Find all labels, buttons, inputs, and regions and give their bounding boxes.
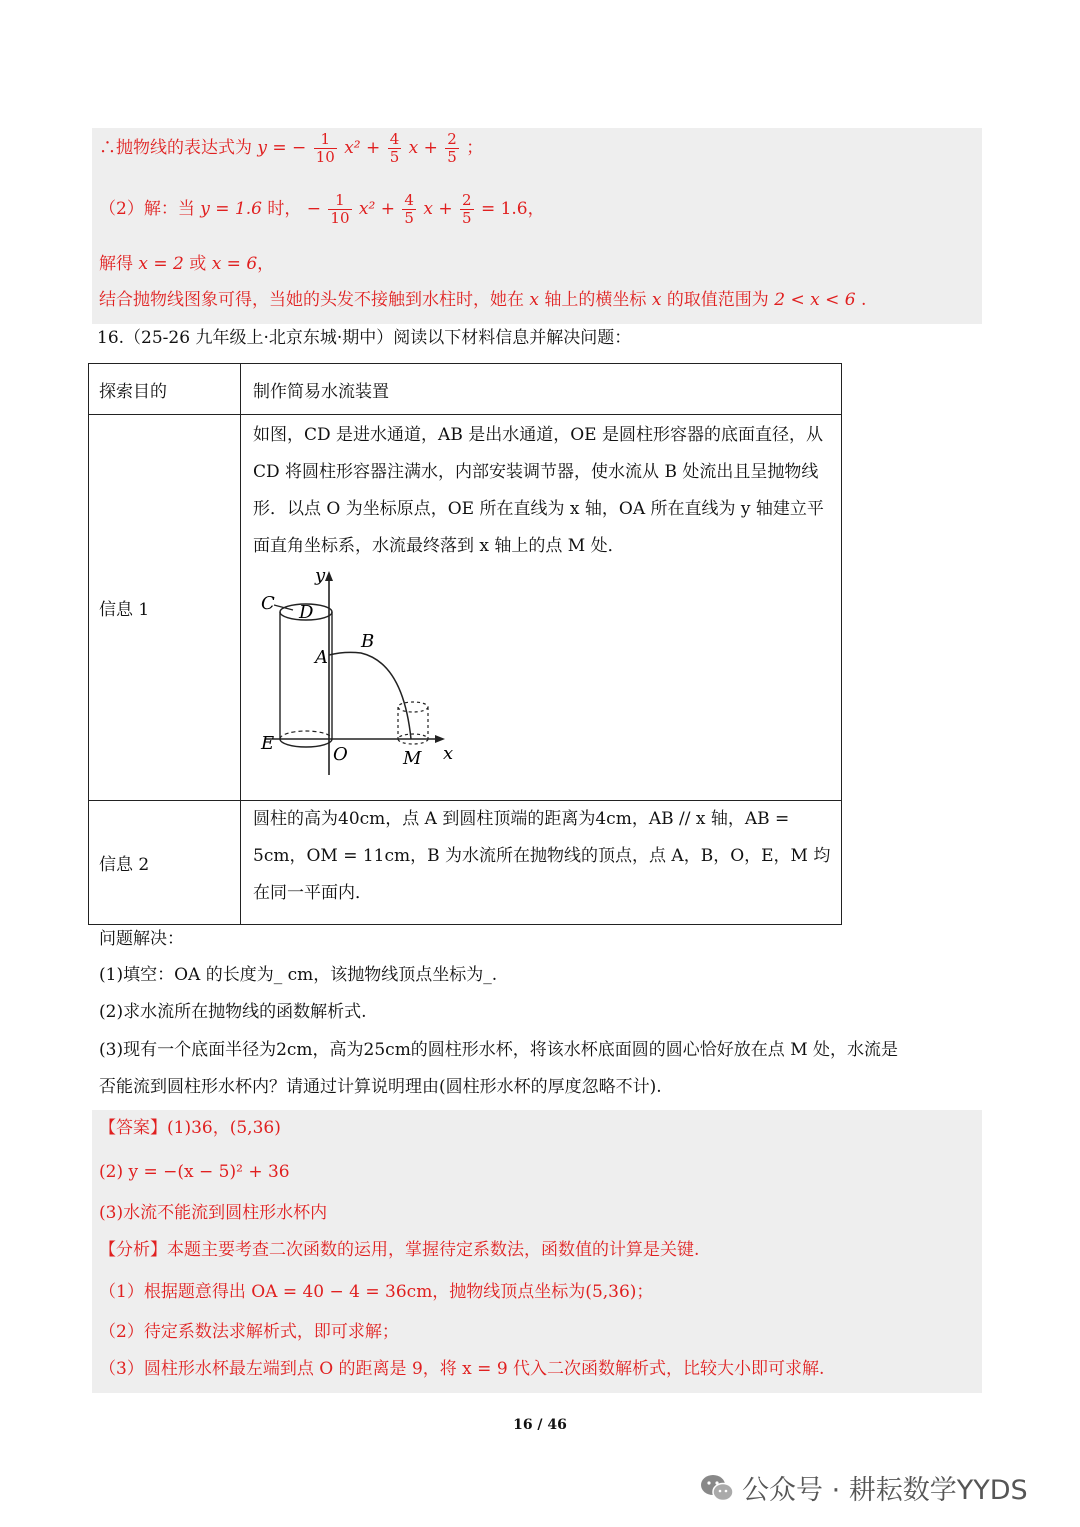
info-table	[88, 363, 842, 925]
row3-label: 信息 2	[89, 801, 241, 925]
fraction: $\frac{4}{5}$	[389, 130, 400, 166]
wechat-icon	[700, 1473, 734, 1510]
question-3a: (3)现有一个底面半径为2cm，高为25cm的圆柱形水杯，将该水杯底面圆的圆心恰好放在点 M 处，水流是	[99, 1040, 899, 1060]
problem-heading: 16.（25-26 九年级上·北京东城·期中）阅读以下材料信息并解决问题：	[97, 328, 632, 348]
row1-label: 探索目的	[89, 364, 241, 415]
fig-label-x: x	[443, 743, 454, 764]
fig-label-M: M	[403, 748, 422, 769]
analysis: 【分析】本题主要考查二次函数的运用，掌握待定系数法，函数值的计算是关键.	[99, 1240, 700, 1260]
fig-label-B: B	[361, 631, 375, 652]
answer-2: (2) y = −(x − 5)² + 36	[99, 1162, 290, 1182]
fraction: $\frac{1}{10}$	[330, 191, 350, 227]
analysis-step-3: （3）圆柱形水杯最左端到点 O 的距离是 9，将 x = 9 代入二次函数解析式，比较大小即可求解.	[99, 1359, 825, 1379]
fig-label-y: y	[315, 567, 326, 586]
info1-text: 如图，CD 是进水通道，AB 是出水通道，OE 是圆柱形容器的底面直径，从CD 将圆柱形容器注满水，内部安装调节器，使水流从 B 处流出且呈抛物线形．以点 O 为坐标原点，OE 所在直线为 x 轴，OA 所在直线为 y 轴建立平面直角坐标系，水流最终落到 x 轴上的点 M 处．	[253, 425, 824, 556]
solution-line-2: （2）解：当 y = 1.6 时， − $\frac{1}{10}$ x² + $\frac{4}{5}$ x + $\frac{2}{5}$ = 1.6，	[99, 191, 545, 227]
fig-label-A: A	[315, 647, 328, 668]
row1-content: 制作简易水流装置	[241, 364, 842, 415]
fig-label-E: E	[261, 733, 275, 754]
coordinate-figure	[253, 567, 483, 782]
row3-content	[241, 801, 842, 925]
questions-title: 问题解决：	[99, 929, 184, 949]
solution-line-4: 结合抛物线图象可得，当她的头发不接触到水柱时，她在 x 轴上的横坐标 x 的取值范围为 2 < x < 6 .	[99, 290, 867, 310]
fig-label-O: O	[333, 744, 348, 765]
watermark	[700, 1468, 1028, 1510]
fig-label-C: C	[261, 593, 275, 614]
fraction: $\frac{4}{5}$	[404, 191, 414, 227]
fraction: $\frac{2}{5}$	[447, 130, 457, 166]
fig-label-D: D	[299, 602, 314, 623]
answer-3: (3)水流不能流到圆柱形水杯内	[99, 1203, 328, 1223]
fraction: $\frac{2}{5}$	[461, 191, 472, 227]
solution-line-3: 解得 x = 2 或 x = 6，	[99, 254, 275, 274]
question-3b: 否能流到圆柱形水杯内？请通过计算说明理由(圆柱形水杯的厚度忽略不计).	[99, 1077, 662, 1097]
analysis-step-2: （2）待定系数法求解析式，即可求解；	[99, 1322, 399, 1342]
row2-content	[241, 415, 842, 801]
solution-line-1: ∴抛物线的表达式为 y = − $\frac{1}{10}$ x² + $\frac{4}{5}$ x + $\frac{2}{5}$ ；	[99, 130, 484, 166]
row2-label: 信息 1	[89, 415, 241, 801]
analysis-step-1: （1）根据题意得出 OA = 40 − 4 = 36cm，抛物线顶点坐标为(5,36)；	[99, 1282, 654, 1302]
info2-text: 圆柱的高为40cm，点 A 到圆柱顶端的距离为4cm，AB // x 轴，AB = 5cm，OM = 11cm，B 为水流所在抛物线的顶点，点 A，B，O，E，M 均在同一平面内．	[253, 809, 831, 903]
question-1: (1)填空：OA 的长度为_ cm，该抛物线顶点坐标为_.	[99, 965, 498, 985]
page-number: 16 / 46	[513, 1417, 567, 1433]
fraction: $\frac{1}{10}$	[315, 130, 335, 166]
question-2: (2)求水流所在抛物线的函数解析式.	[99, 1002, 367, 1022]
answer-1: 【答案】(1)36，(5,36)	[99, 1118, 281, 1138]
watermark-text: 公众号 · 耕耘数学YYDS	[742, 1475, 1028, 1506]
